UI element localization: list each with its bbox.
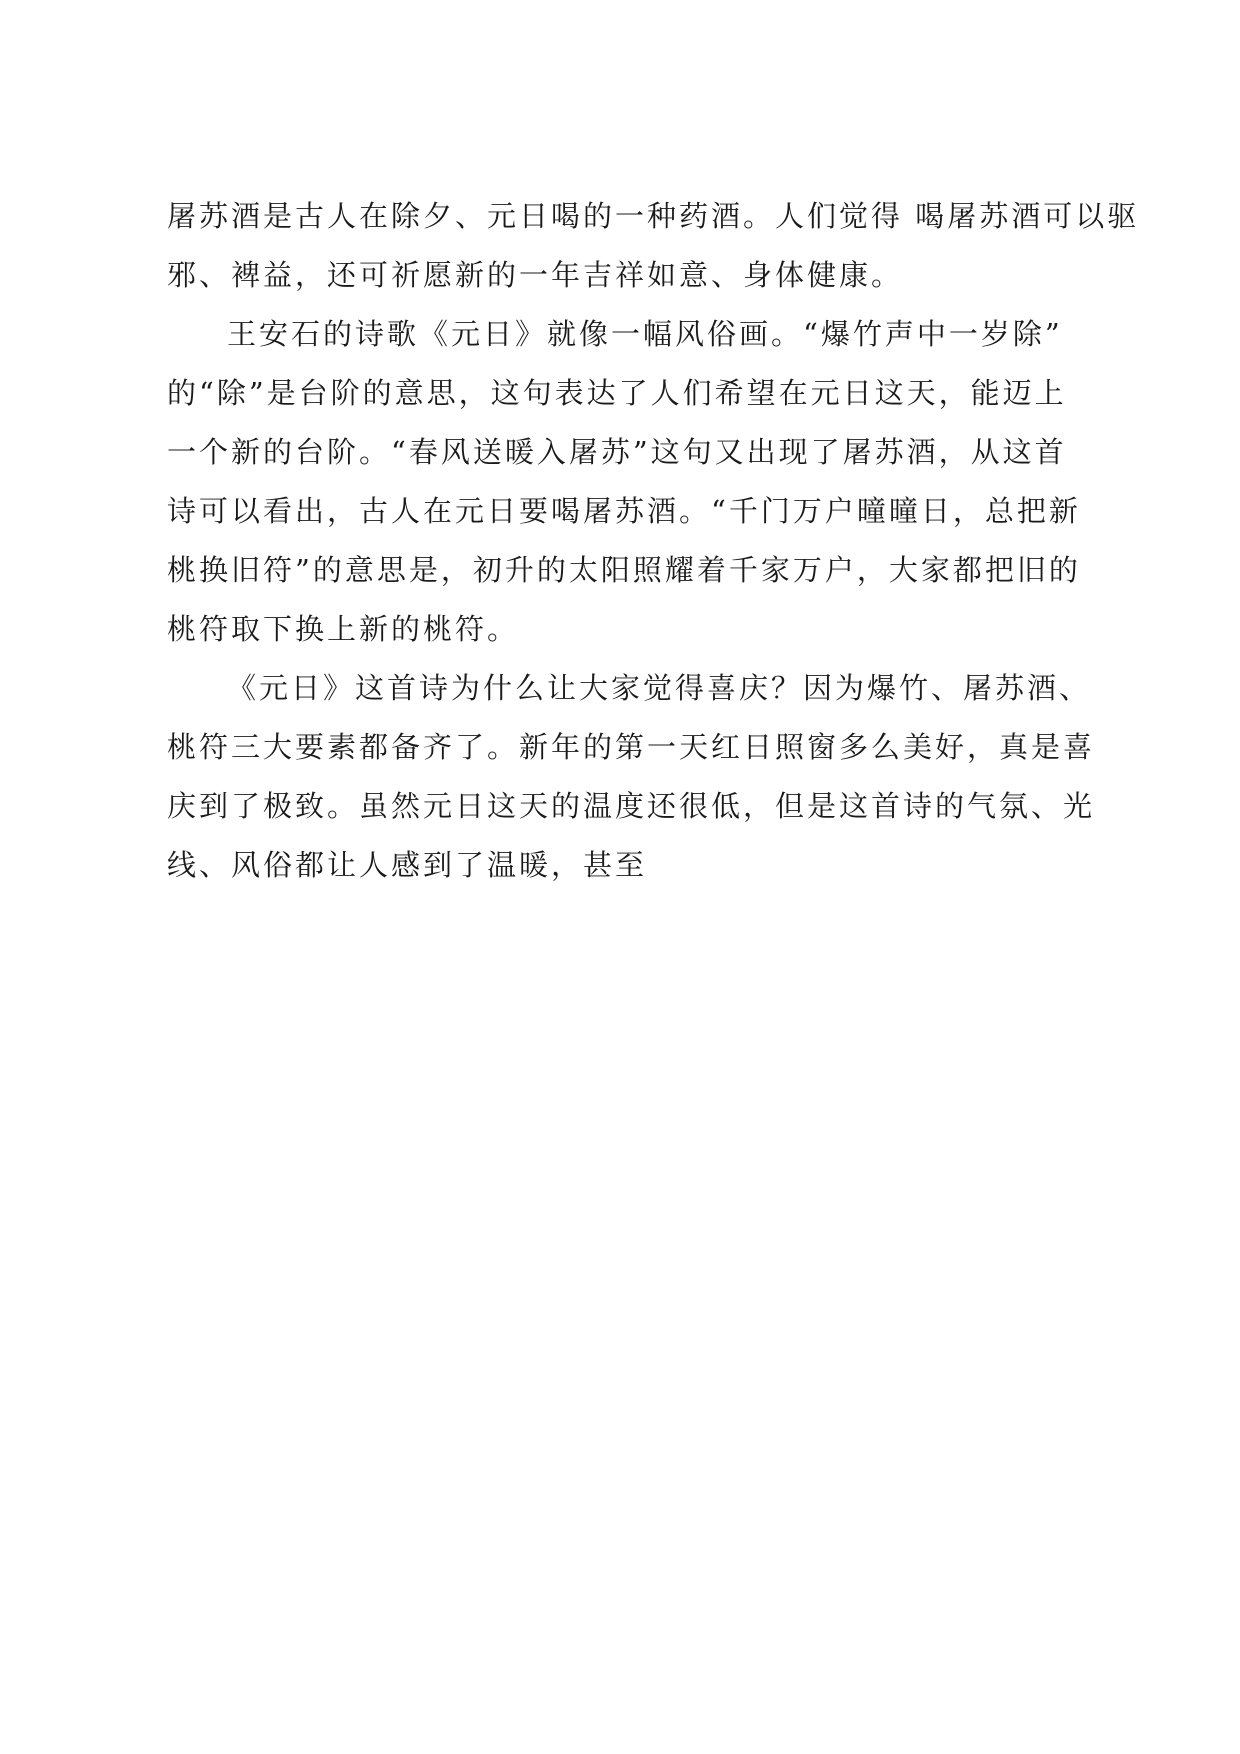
text-line: 桃符三大要素都备齐了。新年的第一天红日照窗多么美好，真是喜 — [167, 730, 1096, 764]
text-line: 庆到了极致。虽然元日这天的温度还很低，但是这首诗的气氛、光 — [167, 789, 1096, 823]
body-text — [167, 187, 1140, 895]
text-line: 的“除”是台阶的意思，这句表达了人们希望在元日这天，能迈上 — [167, 376, 1067, 410]
text-line: 诗可以看出，古人在元日要喝屠苏酒。“千门万户曈曈日，总把新 — [167, 494, 1081, 528]
text-line: 邪、裨益，还可祈愿新的一年吉祥如意、身体健康。 — [167, 258, 904, 292]
text-line: 线、风俗都让人感到了温暖，甚至 — [167, 848, 648, 882]
text-line: 屠苏酒是古人在除夕、元日喝的一种药酒。人们觉得 喝屠苏酒可以驱 — [167, 199, 1140, 233]
paragraph-festive-elements — [167, 659, 1096, 895]
text-line: 王安石的诗歌《元日》就像一幅风俗画。“爆竹声中一岁除” — [227, 317, 1063, 351]
text-line: 桃符取下换上新的桃符。 — [167, 612, 520, 646]
paragraph-tusu-wine — [167, 187, 1140, 305]
text-line: 一个新的台阶。“春风送暖入屠苏”这句又出现了屠苏酒，从这首 — [167, 435, 1067, 469]
paragraph-poem-description — [167, 305, 1081, 659]
text-line: 桃换旧符”的意思是，初升的太阳照耀着千家万户，大家都把旧的 — [167, 553, 1081, 587]
text-line: 《元日》这首诗为什么让大家觉得喜庆？因为爆竹、屠苏酒、 — [227, 671, 1092, 705]
